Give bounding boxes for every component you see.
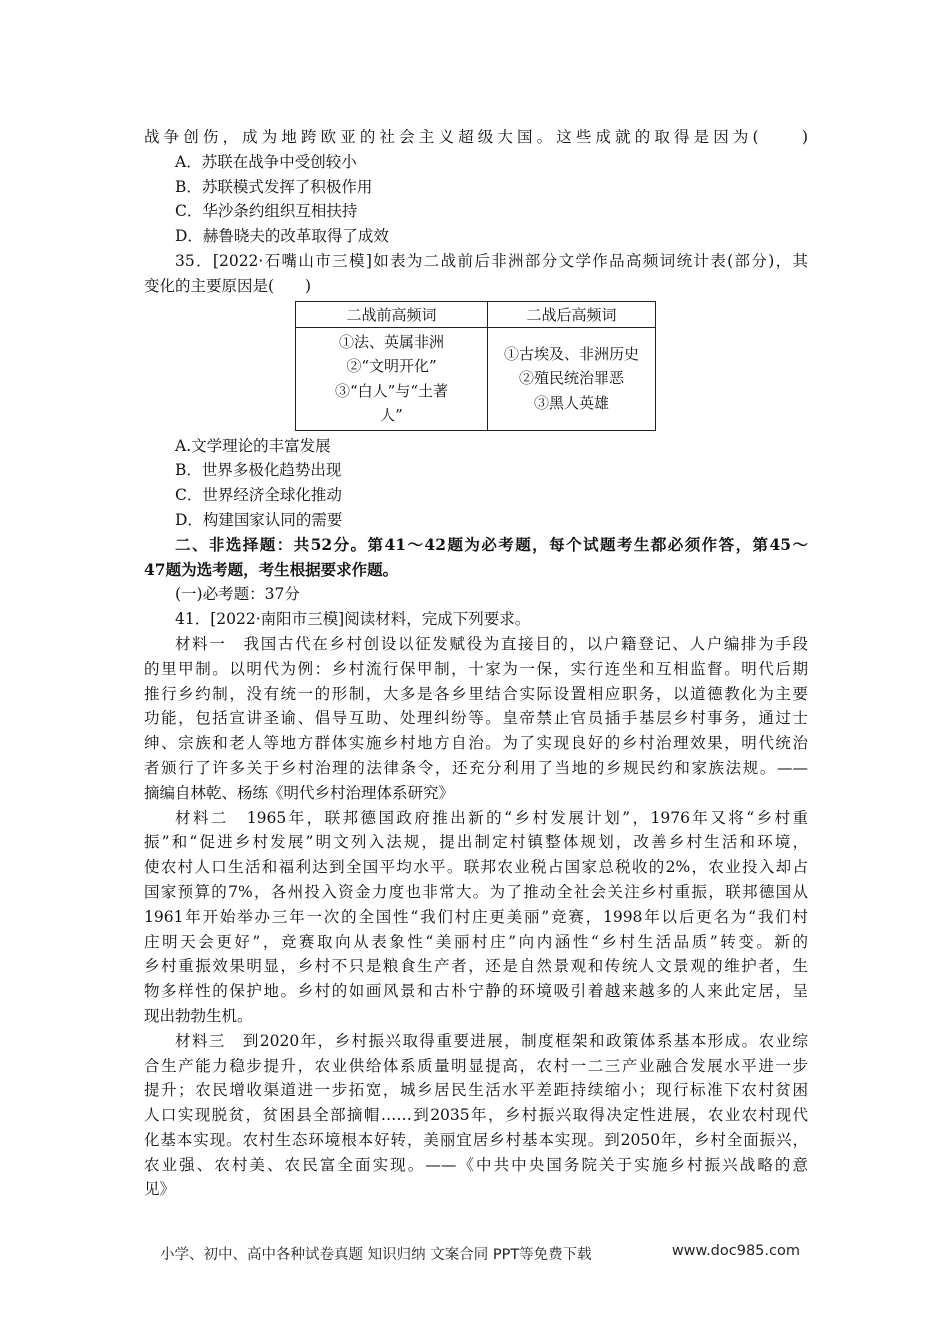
table-cell-after (488, 327, 656, 430)
q34-option-a: A．苏联在战争中受创较小 (175, 152, 357, 171)
section2-subheading: (一)必考题：37分 (175, 585, 300, 604)
section2-heading-line1: 二、非选择题：共52分。第41～42题为必考题，每个试题考生都必须作答，第45～ (175, 534, 808, 554)
word-frequency-table (295, 301, 656, 431)
material-line: 材料一 我国古代在乡村创设以征发赋役为直接目的，以户籍登记、人户编排为手段 (175, 634, 808, 653)
material-line: 化基本实现。农村生态环境根本好转，美丽宜居乡村基本实现。到2050年，乡村全面振兴， (144, 1130, 808, 1149)
material-line: 物多样性的保护地。乡村的如画风景和古朴宁静的环境吸引着越来越多的人来此定居，呈 (144, 982, 808, 1001)
material-line: 农业强、农村美、农民富全面实现。——《中共中央国务院关于实施乡村振兴战略的意 (144, 1155, 808, 1174)
q41-stem: 41．[2022·南阳市三模]阅读材料，完成下列要求。 (175, 610, 531, 629)
q35-stem-line1: 35．[2022·石嘴山市三模]如表为二战前后非洲部分文学作品高频词统计表(部分)，其 (175, 251, 808, 270)
q34-stem-tail: 战争创伤，成为地跨欧亚的社会主义超级大国。这些成就的取得是因为( ) (144, 128, 808, 146)
footer-text: 小学、初中、高中各种试卷真题 知识归纳 文案合同 PPT等免费下载 (160, 1247, 592, 1263)
material-line: 材料三 到2020年，乡村振兴取得重要进展，制度框架和政策体系基本形成。农业综 (175, 1031, 808, 1050)
material-line: 绅、宗族和老人等地方群体实施乡村地方自治。为了实现良好的乡村治理效果，明代统治 (144, 734, 808, 753)
before-word-3: ③“白人”与“土著 (334, 381, 448, 400)
q34-option-b: B．苏联模式发挥了积极作用 (175, 177, 373, 196)
footer-url[interactable]: www.doc985.com (671, 1243, 800, 1259)
material-line: 见》 (144, 1180, 176, 1199)
after-word-3: ③黑人英雄 (533, 393, 609, 412)
q35-stem-line2: 变化的主要原因是( ) (144, 276, 312, 295)
material-line: 功能，包括宣讲圣谕、倡导互助、处理纠纷等。皇帝禁止官员插手基层乡村事务，通过士 (144, 709, 808, 728)
section2-heading-line2: 47题为选考题，考生根据要求作题。 (144, 559, 399, 579)
table-header-after: 二战后高频词 (488, 301, 656, 327)
material-line: 使农村人口生活和福利达到全国平均水平。联邦农业税占国家总税收的2%，农业投入却占 (144, 858, 808, 877)
before-word-1: ①法、英属非洲 (338, 332, 444, 351)
page-footer (160, 1243, 800, 1264)
material-line: 现出勃勃生机。 (144, 1006, 253, 1025)
after-word-1: ①古埃及、非洲历史 (503, 344, 639, 363)
material-line: 者颁行了许多关于乡村治理的法律条令，还充分利用了当地的乡规民约和家族法规。—— (144, 758, 808, 777)
material-three (144, 1029, 808, 1203)
material-line: 乡村重振效果明显，乡村不只是粮食生产者，还是自然景观和传统人文景观的维护者，生 (144, 957, 808, 976)
material-two (144, 806, 808, 1029)
after-word-2: ②殖民统治罪恶 (518, 369, 624, 388)
q35-option-a: A.文学理论的丰富发展 (175, 436, 331, 455)
material-line: 庄明天会更好”，竞赛取向从表象性“美丽村庄”向内涵性“乡村生活品质”转变。新的 (144, 932, 808, 951)
material-line: 的里甲制。以明代为例：乡村流行保甲制，十家为一保，实行连坐和互相监督。明代后期 (144, 659, 808, 678)
material-line: 推行乡约制，没有统一的形制，大多是各乡里结合实际设置相应职务，以道德教化为主要 (144, 684, 808, 703)
material-source: 摘编自林乾、杨练《明代乡村治理体系研究》 (144, 783, 455, 802)
before-word-3-cont: 人” (380, 406, 403, 425)
material-line: 合生产能力稳步提升，农业供给体系质量明显提高，农村一二三产业融合发展水平进一步 (144, 1056, 808, 1075)
material-line: 国家预算的7%，各州投入资金力度也非常大。为了推动全社会关注乡村重振，联邦德国从 (144, 882, 808, 901)
q35-option-d: D．构建国家认同的需要 (175, 510, 343, 529)
material-line: 人口实现脱贫，贫困县全部摘帽……到2035年，乡村振兴取得决定性进展，农业农村现代 (144, 1106, 808, 1125)
q34-option-d: D．赫鲁晓夫的改革取得了成效 (175, 227, 389, 246)
q35-option-b: B．世界多极化趋势出现 (175, 461, 342, 480)
table-header-before: 二战前高频词 (296, 301, 488, 327)
material-line: 提升；农民增收渠道进一步拓宽，城乡居民生活水平差距持续缩小；现行标准下农村贫困 (144, 1081, 808, 1100)
material-line: 材料二 1965年，联邦德国政府推出新的“乡村发展计划”，1976年又将“乡村重 (175, 808, 808, 827)
material-line: 1961年开始举办三年一次的全国性“我们村庄更美丽”竞赛，1998年以后更名为“我们村 (144, 907, 808, 926)
table-cell-before (296, 327, 488, 430)
before-word-2: ②“文明开化” (346, 357, 437, 376)
document-page (144, 125, 808, 1202)
q35-option-c: C．世界经济全球化推动 (175, 486, 342, 505)
material-line: 振”和“促进乡村发展”明文列入法规，提出制定村镇整体规划，改善乡村生活和环境， (144, 833, 808, 852)
q34-option-c: C．华沙条约组织互相扶持 (175, 202, 358, 221)
material-one (144, 632, 808, 806)
